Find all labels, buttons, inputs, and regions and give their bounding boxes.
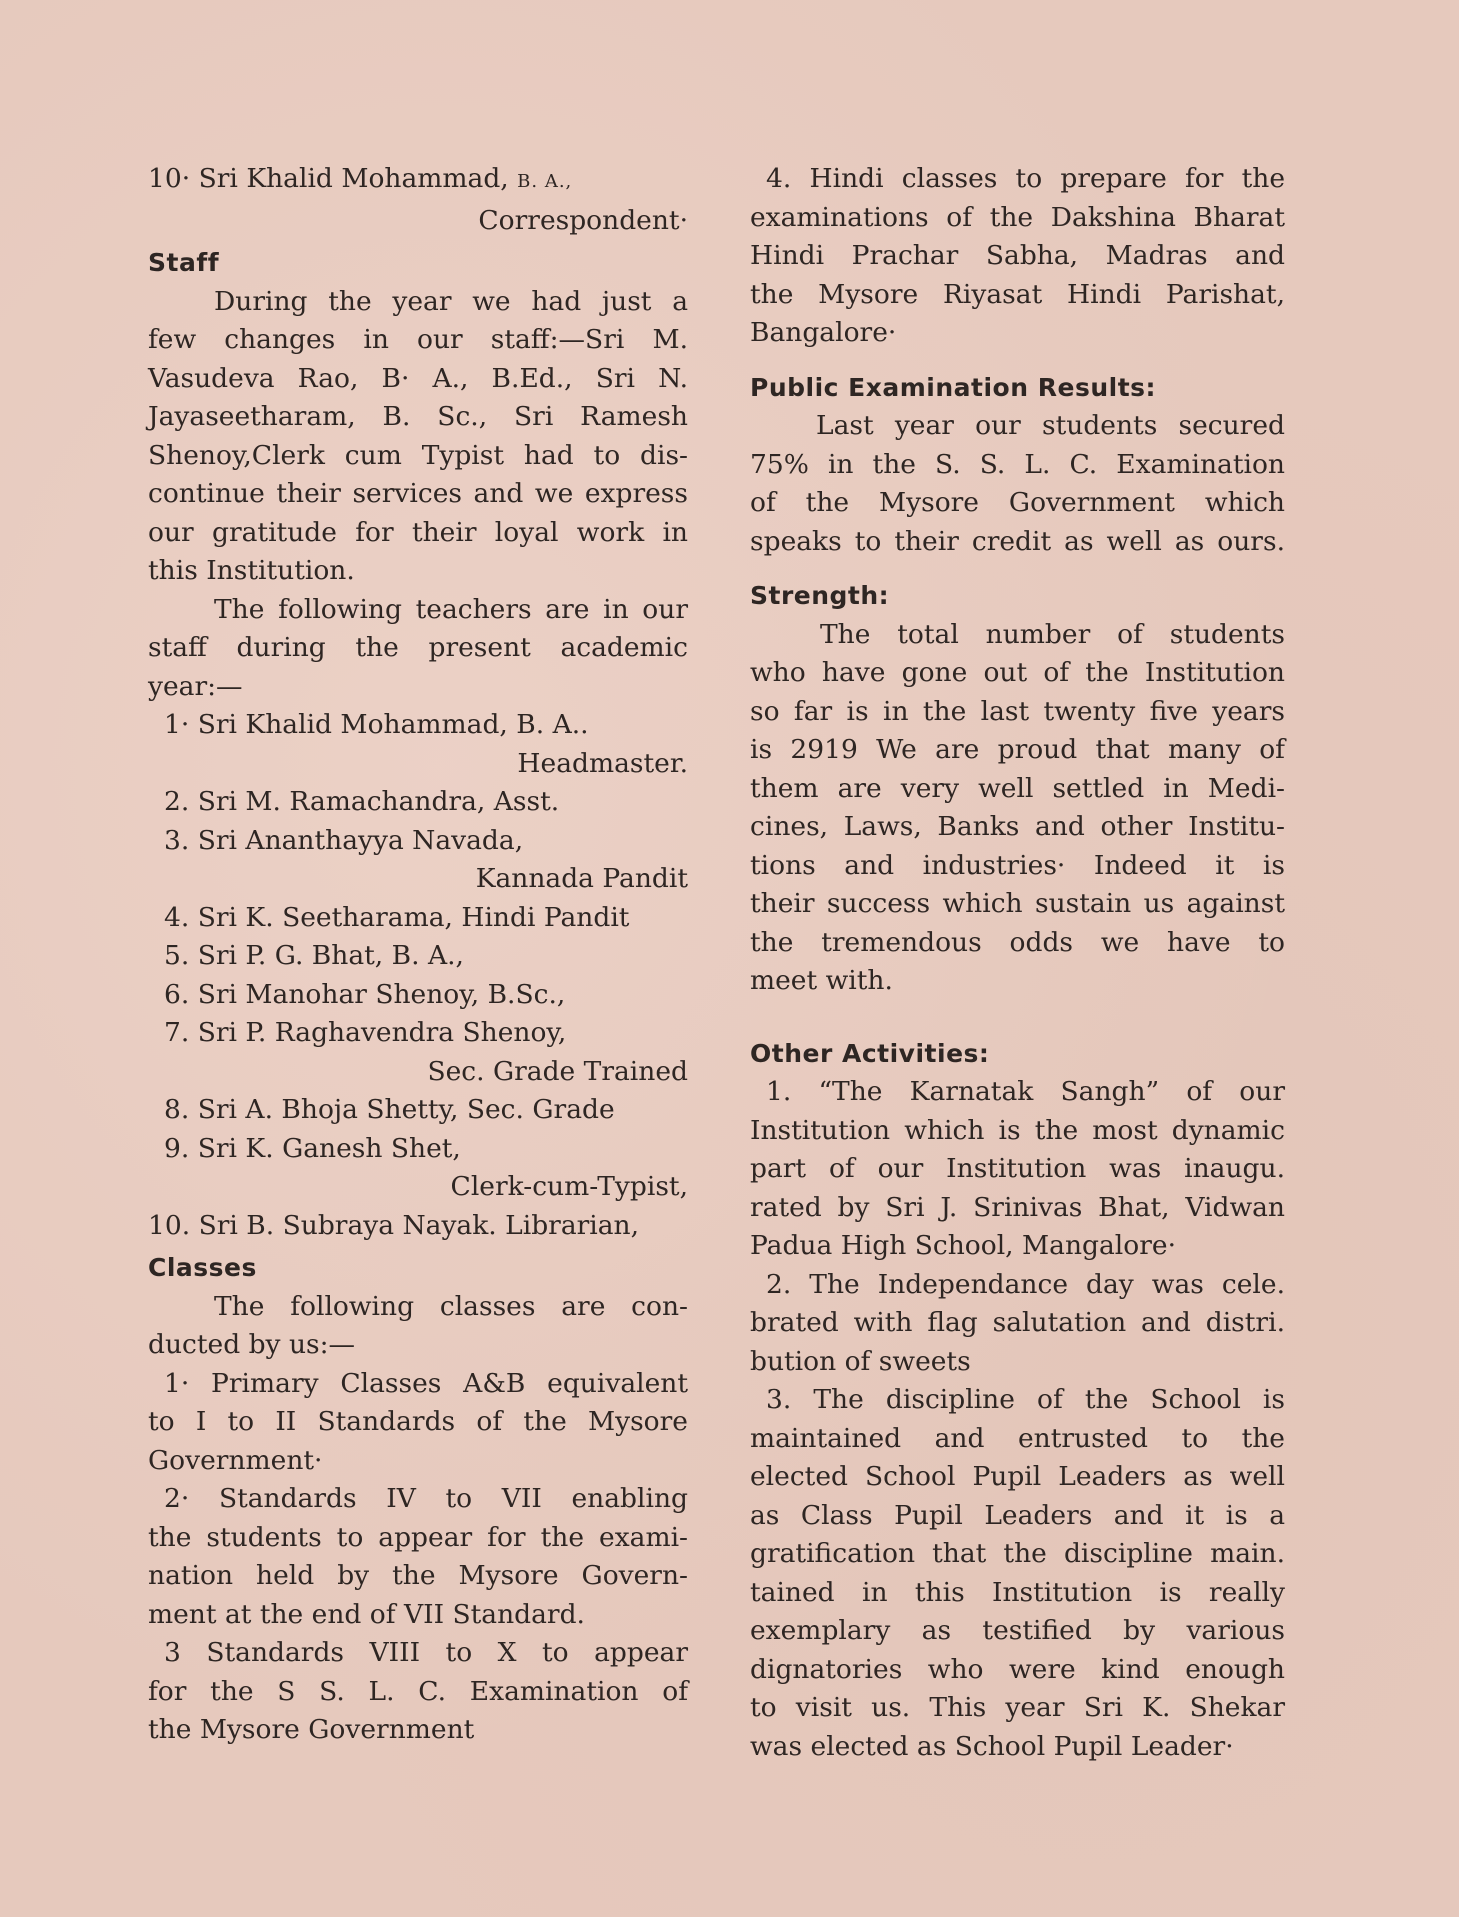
class-item-line: ment at the end of VII Standard. [148,1598,585,1630]
staff-paragraph-line: Jayaseetharam, B. Sc., Sri Ramesh [148,401,688,432]
activity-item-line: was elected as School Pupil Leader· [750,1730,1234,1762]
hindi-item-line: examinations of the Dakshina Bharat [750,201,1285,233]
teacher-name: 1· Sri Khalid Mohammad, B. A.. [164,709,589,740]
teacher-role: Headmaster. [517,747,688,779]
hindi-item-line: 4. Hindi classes to prepare for the [766,163,1285,194]
teacher-role: Sec. Grade Trained [427,1055,688,1087]
activity-item-line: brated with flag salutation and distri. [750,1307,1285,1338]
class-list-item [148,1480,688,1634]
activities-list [750,1073,1285,1766]
teachers-list [148,706,688,1245]
teacher-list-item [148,1130,688,1207]
activity-list-item [750,1073,1285,1266]
strength-paragraph [750,616,1285,1001]
left-column [148,160,688,1750]
activity-list-item [750,1381,1285,1766]
teacher-name: 9. Sri K. Ganesh Shet, [164,1132,461,1164]
class-item-line: 3 Standards VIII to X to appear [164,1637,688,1668]
class-item-line: nation held by the Mysore Govern- [148,1560,688,1591]
activity-item-line: rated by Sri J. Srinivas Bhat, Vidwan [750,1191,1285,1223]
activity-item-line: Institution which is the most dynamic [750,1114,1285,1146]
strength-line: is 2919 We are proud that many of [750,734,1285,765]
activity-item-line: to visit us. This year Sri K. Shekar [750,1692,1285,1723]
teachers-intro-line: year:— [148,670,243,702]
class-item-line: the Mysore Government [148,1714,475,1745]
strength-heading: Strength: [750,581,890,610]
activity-item-line: part of our Institution was inaugu. [750,1153,1285,1184]
activity-item-line: 2. The Independance day was cele. [766,1268,1285,1300]
results-heading: Public Examination Results: [750,372,1157,402]
class-list-item [148,1365,688,1481]
strength-line: them are very well settled in Medi- [750,772,1285,804]
hindi-item-line: the Mysore Riyasat Hindi Parishat, [750,278,1285,310]
class-item-line: Government· [148,1444,323,1476]
results-line: Last year our students secured [816,410,1285,441]
strength-line: their success which sustain us against [750,888,1285,919]
teacher-role: Kannada Pandit [475,863,688,894]
class-item-line: 2· Standards IV to VII enabling [164,1483,688,1514]
staff-paragraph-line: Vasudeva Rao, B· A., B.Ed., Sri N. [148,362,688,394]
class-item-line: to I to II Standards of the Mysore [148,1406,688,1437]
teacher-list-item [148,1091,688,1130]
teacher-name: 8. Sri A. Bhoja Shetty, Sec. Grade [164,1094,615,1125]
classes-heading: Classes [148,1253,257,1282]
right-column [750,160,1285,1766]
class-list-item [148,1634,688,1750]
classes-intro [148,1288,688,1365]
activity-list-item [750,1266,1285,1382]
activities-heading: Other Activities: [750,1038,990,1068]
classes-intro-line: ducted by us:— [148,1329,356,1360]
strength-line: so far is in the last twenty five years [750,695,1285,727]
staff-paragraph-line: our gratitude for their loyal work in [148,516,688,548]
classes-intro-line: The following classes are con- [214,1290,688,1322]
results-line: 75% in the S. S. L. C. Examination [750,448,1285,480]
hindi-item-line: Hindi Prachar Sabha, Madras and [750,240,1285,271]
strength-line: who have gone out of the Institution [750,657,1285,688]
classes-list [148,1365,688,1750]
strength-line: cines, Laws, Banks and other Institu- [750,811,1285,842]
activity-item-line: dignatories who were kind enough [750,1653,1285,1685]
teacher-list-item [148,1207,688,1246]
entry-number: 10· [148,163,191,194]
teacher-name: 10. Sri B. Subraya Nayak. Librarian, [148,1209,640,1241]
staff-paragraph-line: Shenoy,Clerk cum Typist had to dis- [148,439,688,471]
strength-line: The total number of students [820,618,1285,650]
class-item-line: 1· Primary Classes A&B equivalent [164,1367,688,1399]
class-item-line: the students to appear for the exami- [148,1521,688,1553]
correspondent-entry [148,160,688,202]
activity-item-line: gratification that the discipline main. [750,1538,1285,1569]
activity-item-line: 3. The discipline of the School is [766,1384,1285,1415]
correspondent-degree: B. A., [517,171,573,192]
teacher-list-item [148,976,688,1015]
teacher-list-item [148,1014,688,1091]
teacher-name: 7. Sri P. Raghavendra Shenoy, [164,1017,567,1048]
class-item-line: for the S S. L. C. Examination of [148,1675,688,1707]
strength-line: the tremendous odds we have to [750,926,1285,958]
activity-item-line: Padua High School, Mangalore· [750,1230,1176,1261]
activity-item-line: tained in this Institution is really [750,1576,1285,1608]
results-paragraph [750,407,1285,561]
strength-line: meet with. [750,965,893,996]
correspondent-role: Correspondent· [478,204,688,236]
teacher-name: 4. Sri K. Seetharama, Hindi Pandit [164,901,630,933]
activity-item-line: bution of sweets [750,1345,971,1377]
activity-item-line: elected School Pupil Leaders as well [750,1461,1285,1492]
activity-item-line: exemplary as testified by various [750,1615,1285,1646]
strength-line: tions and industries· Indeed it is [750,849,1285,881]
staff-heading: Staff [148,248,220,277]
activity-item-line: as Class Pupil Leaders and it is a [750,1499,1285,1531]
teachers-intro-line: The following teachers are in our [214,593,688,625]
hindi-item-line: Bangalore· [750,317,897,348]
staff-paragraph-line: During the year we had just a [214,285,688,317]
results-line: of the Mysore Government which [750,487,1285,518]
teacher-list-item [148,899,688,938]
activity-item-line: maintained and entrusted to the [750,1422,1285,1454]
staff-paragraph [148,283,688,591]
teacher-name: 3. Sri Ananthayya Navada, [164,824,524,856]
staff-paragraph-line: this Institution. [148,555,355,586]
correspondent-name: Sri Khalid Mohammad, [198,163,509,194]
teacher-role: Clerk-cum-Typist, [450,1171,688,1202]
teacher-name: 6. Sri Manohar Shenoy, B.Sc., [164,978,566,1010]
results-line: speaks to their credit as well as ours. [750,525,1285,557]
teacher-name: 5. Sri P. G. Bhat, B. A., [164,940,464,971]
teacher-name: 2. Sri M. Ramachandra, Asst. [164,786,560,817]
teacher-list-item [148,706,688,783]
teacher-list-item [148,937,688,976]
staff-paragraph-line: continue their services and we express [148,478,688,509]
activity-item-line: 1. “The Karnatak Sangh” of our [766,1076,1285,1107]
hindi-classes-item [750,160,1285,353]
teacher-list-item [148,783,688,822]
teachers-intro-line: staff during the present academic [148,632,688,663]
teachers-intro [148,591,688,707]
teacher-list-item [148,822,688,899]
staff-paragraph-line: few changes in our staff:—Sri M. [148,324,688,355]
